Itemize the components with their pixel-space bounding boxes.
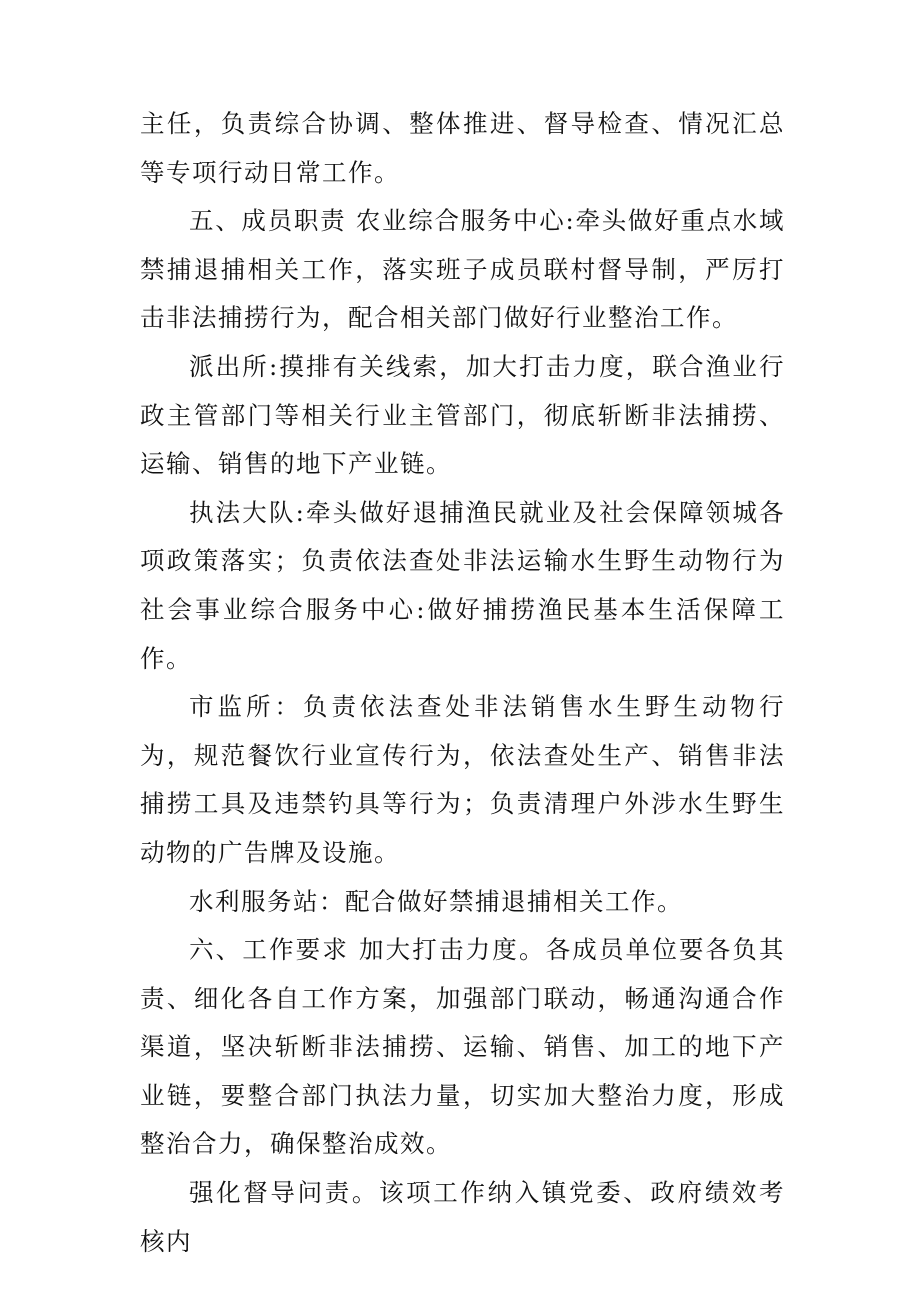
paragraph-supervision: 强化督导问责。该项工作纳入镇党委、政府绩效考核内 [140,1178,785,1256]
paragraph-continuation: 主任，负责综合协调、整体推进、督导检查、情况汇总等专项行动日常工作。 [140,109,785,187]
paragraph-law-enforcement: 执法大队:牵头做好退捕渔民就业及社会保障领城各项政策落实；负责依法查处非法运输水生野生动物行为 社会事业综合服务中心:做好捕捞渔民基本生活保障工作。 [140,497,785,673]
paragraph-market-supervision: 市监所：负责依法查处非法销售水生野生动物行为，规范餐饮行业宣传行为，依法查处生产、销售非法捕捞工具及违禁钓具等行为；负责清理户外涉水生野生动物的广告牌及设施。 [140,692,785,867]
paragraph-water-service: 水利服务站：配合做好禁捕退捕相关工作。 [189,886,683,916]
paragraph-work-requirements: 六、工作要求 加大打击力度。各成员单位要各负其责、细化各自工作方案，加强部门联动，畅通沟通合作渠道，坚决斩断非法捕捞、运输、销售、加工的地下产业链，要整合部门执法力量，切实加大整治力度，形成整治合力，确保整治成效。 [140,935,785,1159]
paragraph-member-duties: 五、成员职责 农业综合服务中心:牵头做好重点水域禁捕退捕相关工作，落实班子成员联村督导制，严厉打击非法捕捞行为，配合相关部门做好行业整治工作。 [140,206,785,333]
paragraph-police-station: 派出所:摸排有关线索，加大打击力度，联合渔业行政主管部门等相关行业主管部门，彻底斩断非法捕捞、运输、销售的地下产业链。 [140,351,785,479]
document-body [140,100,785,1266]
